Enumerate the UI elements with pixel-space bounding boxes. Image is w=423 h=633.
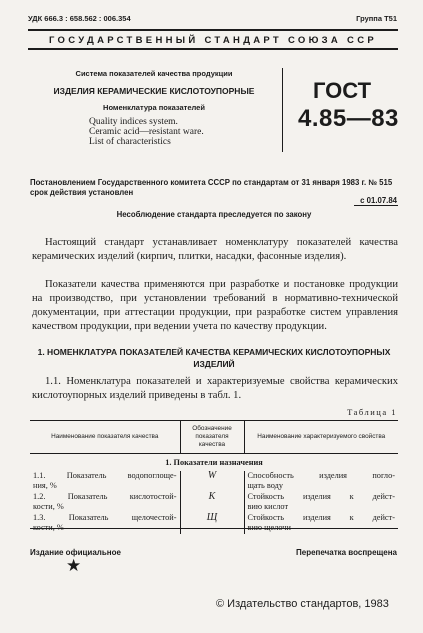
star-icon: ★ [66,556,82,575]
indicator-name-line: кости, % [33,502,64,511]
table-row [30,471,398,492]
property-line: Стойкость изделия к дейст- [247,491,395,501]
indicator-name-cell [30,492,180,513]
product-title: ИЗДЕЛИЯ КЕРАМИЧЕСКИЕ КИСЛОТОУПОРНЫЕ [53,86,255,96]
standard-banner: ГОСУДАРСТВЕННЫЙ СТАНДАРТ СОЮЗА ССР [48,35,377,46]
english-title-line: List of characteristics [89,137,171,147]
gost-label: ГОСТ [313,78,372,103]
indices-table [30,420,398,534]
nomenclature-title: Номенклатура показателей [103,103,205,112]
udk-code: УДК 666.3 : 658.562 : 006.354 [28,14,131,23]
table-caption: Таблица 1 [347,407,397,417]
header-property: Наименование характеризуемого свойства [244,421,398,454]
header-indicator-name: Наименование показателя качества [30,421,180,454]
group-code: Группа Т51 [356,14,397,23]
reprint-notice: Перепечатка воспрещена [296,548,397,557]
system-title: Система показателей качества продукции [75,69,233,78]
legal-notice: Несоблюдение стандарта преследуется по закону [116,210,312,219]
property-cell [244,513,398,534]
indicator-name-line: ния, % [33,481,57,490]
table-bottom-rule [30,528,398,529]
section-title: 1. НОМЕНКЛАТУРА ПОКАЗАТЕЛЕЙ КАЧЕСТВА КЕРАМИЧЕСКИХ КИСЛОТОУПОРНЫХ ИЗДЕЛИЙ [37,347,391,369]
edition-label: Издание официальное [30,548,121,557]
designation-cell: W [180,471,244,492]
header-rule-bottom [28,48,398,50]
property-line: Стойкость изделия к дейст- [247,512,395,522]
property-line: Способность изделия погло- [247,470,395,480]
property-cell [244,492,398,513]
property-cell [244,471,398,492]
usage-paragraph: Показатели качества применяются при разработке и постановке продукции на производство, при установлении требований в нормативно-технической документации, при аттестации продукции, при разработке систем управления качеством продукции, при ведении учета по качеству продукции. [32,279,398,332]
table-group-row [30,454,398,471]
group-title: 1. Показатели назначения [165,458,263,467]
date-underline [354,205,398,206]
copyright-notice: © Издательство стандартов, 1983 [216,598,389,610]
property-line: вию кислот [247,502,289,511]
indicator-name-line: 1.3. Показатель щелочестой- [33,512,177,522]
english-title-line: Ceramic acid—resistant ware. [89,127,204,137]
gost-number: 4.85—83 [298,105,399,132]
title-divider [282,68,283,152]
indicator-name-cell [30,513,180,534]
indicator-name-line: 1.2. Показатель кислотостой- [33,491,177,501]
table-row [30,513,398,534]
effective-date: с 01.07.84 [360,196,397,205]
english-title-line: Quality indices system. [89,117,178,127]
designation-cell: Щ [180,513,244,534]
designation-cell: K [180,492,244,513]
table-row [30,492,398,513]
property-line: щать воду [247,481,283,490]
section-paragraph: 1.1. Номенклатура показателей и характеризуемые свойства керамических кислотоупорных изделий приведены в табл. 1. [32,376,398,401]
indicator-name-line: 1.1. Показатель водопоглоще- [33,470,177,480]
decree-text: Постановлением Государственного комитета СССР по стандартам от 31 января 1983 г. № 515 срок действия установлен [30,178,393,197]
table-header-row [30,421,398,454]
header-rule-top [28,29,398,31]
intro-paragraph: Настоящий стандарт устанавливает номенклатуру показателей качества керамических изделий (кирпич, плитки, насадки, фасонные изделия). [32,237,398,262]
indicator-name-cell [30,471,180,492]
header-designation: Обозначение показателя качества [180,421,244,454]
